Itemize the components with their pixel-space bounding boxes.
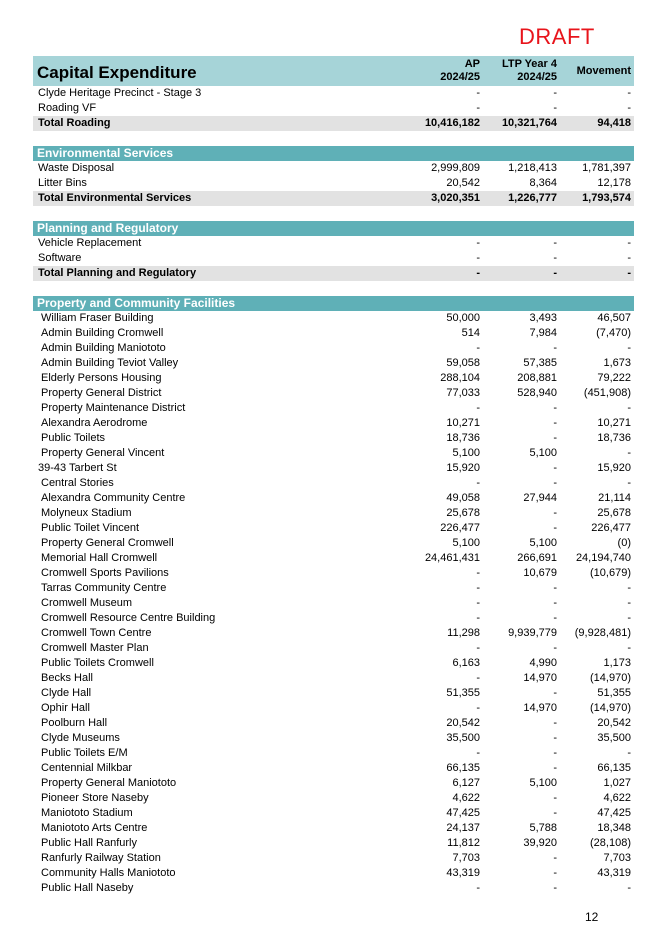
row-label: Memorial Hall Cromwell — [41, 552, 158, 564]
row-label: Admin Building Cromwell — [41, 327, 164, 339]
row-movement-value: - — [627, 342, 631, 354]
row-label: Cromwell Museum — [41, 597, 133, 609]
row-ap-value: 50,000 — [446, 312, 480, 324]
row-label: Ranfurly Railway Station — [41, 852, 161, 864]
row-ltp-value: - — [553, 522, 557, 534]
row-ap-value: - — [476, 612, 480, 624]
row-movement-value: (28,108) — [590, 837, 631, 849]
row-ap-value: 49,058 — [446, 492, 480, 504]
total-row — [33, 266, 634, 281]
row-label: Tarras Community Centre — [41, 582, 167, 594]
row-label: Becks Hall — [41, 672, 93, 684]
row-ap-value: 77,033 — [446, 387, 480, 399]
row-movement-value: - — [627, 267, 631, 279]
row-ltp-value: 7,984 — [529, 327, 557, 339]
row-label: William Fraser Building — [41, 312, 154, 324]
row-label: Vehicle Replacement — [38, 237, 142, 249]
row-ap-value: - — [476, 252, 480, 264]
row-label: Property General Vincent — [41, 447, 165, 459]
row-ap-value: 47,425 — [446, 807, 480, 819]
row-ltp-value: - — [553, 597, 557, 609]
row-ap-value: - — [476, 267, 480, 279]
row-ap-value: 3,020,351 — [431, 192, 480, 204]
table-row — [33, 521, 634, 536]
table-row — [33, 386, 634, 401]
row-movement-value: 1,673 — [603, 357, 631, 369]
row-label: Total Planning and Regulatory — [38, 267, 197, 279]
section-heading: Environmental Services — [37, 146, 174, 160]
row-label: Total Environmental Services — [38, 192, 192, 204]
row-movement-value: (7,470) — [596, 327, 631, 339]
table-row — [33, 236, 634, 251]
row-ap-value: 25,678 — [446, 507, 480, 519]
table-row — [33, 371, 634, 386]
row-label: Alexandra Community Centre — [41, 492, 186, 504]
row-movement-value: - — [627, 597, 631, 609]
table-row — [33, 866, 634, 881]
row-ltp-value: - — [553, 882, 557, 894]
row-ap-value: - — [476, 882, 480, 894]
row-ap-value: - — [476, 582, 480, 594]
row-ap-value: 15,920 — [446, 462, 480, 474]
table-row — [33, 596, 634, 611]
row-movement-value: 20,542 — [597, 717, 631, 729]
table-row — [33, 701, 634, 716]
row-movement-value: 18,736 — [597, 432, 631, 444]
row-ltp-value: - — [553, 507, 557, 519]
row-movement-value: 15,920 — [597, 462, 631, 474]
row-ltp-value: - — [553, 87, 557, 99]
row-label: 39-43 Tarbert St — [38, 462, 117, 474]
table-row — [33, 491, 634, 506]
table-row — [33, 611, 634, 626]
row-ltp-value: - — [553, 807, 557, 819]
row-ap-value: - — [476, 672, 480, 684]
table-row — [33, 476, 634, 491]
row-movement-value: 25,678 — [597, 507, 631, 519]
row-ap-value: - — [476, 702, 480, 714]
row-movement-value: (14,970) — [590, 672, 631, 684]
row-ltp-value: 5,100 — [529, 447, 557, 459]
row-ltp-value: 5,100 — [529, 537, 557, 549]
row-label: Clyde Museums — [41, 732, 120, 744]
row-movement-value: - — [627, 447, 631, 459]
row-movement-value: 79,222 — [597, 372, 631, 384]
section-planning-regulatory — [33, 221, 634, 236]
row-movement-value: 1,027 — [603, 777, 631, 789]
row-ap-value: 35,500 — [446, 732, 480, 744]
row-movement-value: 4,622 — [603, 792, 631, 804]
row-ap-value: - — [476, 402, 480, 414]
row-label: Software — [38, 252, 82, 264]
row-ap-value: 6,163 — [452, 657, 480, 669]
row-label: Maniototo Arts Centre — [41, 822, 148, 834]
row-ltp-value: 14,970 — [523, 702, 557, 714]
table-row — [33, 821, 634, 836]
row-movement-value: 1,173 — [603, 657, 631, 669]
row-ltp-value: - — [553, 852, 557, 864]
row-ltp-value: 9,939,779 — [508, 627, 557, 639]
row-label: Pioneer Store Naseby — [41, 792, 149, 804]
section-environmental-services — [33, 146, 634, 161]
row-label: Property General Maniototo — [41, 777, 177, 789]
row-ltp-value: 10,679 — [523, 567, 557, 579]
row-ap-value: 6,127 — [452, 777, 480, 789]
table-row — [33, 356, 634, 371]
row-label: Public Toilets — [41, 432, 105, 444]
table-row — [33, 626, 634, 641]
row-ltp-value: - — [553, 732, 557, 744]
row-ap-value: 59,058 — [446, 357, 480, 369]
table-row — [33, 836, 634, 851]
row-ltp-value: - — [553, 747, 557, 759]
table-row — [33, 536, 634, 551]
row-movement-value: 47,425 — [597, 807, 631, 819]
row-ltp-value: 4,990 — [529, 657, 557, 669]
row-movement-value: (9,928,481) — [574, 627, 631, 639]
row-ap-value: - — [476, 87, 480, 99]
row-ltp-value: 3,493 — [529, 312, 557, 324]
row-ap-value: - — [476, 237, 480, 249]
row-ap-value: 5,100 — [452, 447, 480, 459]
row-ap-value: 20,542 — [446, 177, 480, 189]
row-movement-value: - — [627, 402, 631, 414]
table-header — [33, 56, 634, 86]
row-movement-value: - — [627, 477, 631, 489]
row-ltp-value: 39,920 — [523, 837, 557, 849]
table-row — [33, 686, 634, 701]
table-row — [33, 671, 634, 686]
row-ap-value: 514 — [461, 327, 480, 339]
row-ltp-value: - — [553, 477, 557, 489]
row-label: Cromwell Sports Pavilions — [41, 567, 169, 579]
row-label: Litter Bins — [38, 177, 87, 189]
row-label: Clyde Heritage Precinct - Stage 3 — [38, 87, 202, 99]
row-ap-value: 24,461,431 — [424, 552, 480, 564]
row-label: Maniototo Stadium — [41, 807, 133, 819]
table-row — [33, 176, 634, 191]
row-ltp-value: - — [553, 462, 557, 474]
section-heading: Property and Community Facilities — [37, 296, 236, 310]
row-label: Roading VF — [38, 102, 97, 114]
row-label: Property General Cromwell — [41, 537, 174, 549]
draft-watermark: DRAFT — [519, 24, 595, 49]
row-label: Community Halls Maniototo — [41, 867, 176, 879]
row-label: Molyneux Stadium — [41, 507, 132, 519]
row-ltp-value: - — [553, 642, 557, 654]
row-ltp-value: - — [553, 237, 557, 249]
table-row — [33, 806, 634, 821]
section-property-community — [33, 296, 634, 311]
row-movement-value: - — [627, 252, 631, 264]
table-row — [33, 851, 634, 866]
row-label: Property Maintenance District — [41, 402, 186, 414]
row-ap-value: 24,137 — [446, 822, 480, 834]
row-ap-value: 18,736 — [446, 432, 480, 444]
row-ltp-value: 208,881 — [517, 372, 557, 384]
row-ltp-value: - — [553, 432, 557, 444]
row-movement-value: - — [627, 642, 631, 654]
row-label: Ophir Hall — [41, 702, 90, 714]
table-row — [33, 251, 634, 266]
row-label: Elderly Persons Housing — [41, 372, 162, 384]
table-row — [33, 431, 634, 446]
row-movement-value: (14,970) — [590, 702, 631, 714]
row-ltp-value: - — [553, 102, 557, 114]
row-ap-value: - — [476, 477, 480, 489]
row-label: Admin Building Maniototo — [41, 342, 166, 354]
row-movement-value: - — [627, 882, 631, 894]
row-ltp-value: - — [553, 612, 557, 624]
row-ap-value: 5,100 — [452, 537, 480, 549]
table-row — [33, 641, 634, 656]
row-ltp-value: 10,321,764 — [501, 117, 557, 129]
row-ap-value: 51,355 — [446, 687, 480, 699]
table-row — [33, 566, 634, 581]
row-movement-value: - — [627, 87, 631, 99]
row-ap-value: 4,622 — [452, 792, 480, 804]
row-label: Cromwell Resource Centre Building — [41, 612, 216, 624]
table-row — [33, 506, 634, 521]
row-ltp-value: - — [553, 402, 557, 414]
row-ltp-value: 8,364 — [529, 177, 557, 189]
row-label: Public Toilets E/M — [41, 747, 128, 759]
table-row — [33, 461, 634, 476]
row-label: Cromwell Town Centre — [41, 627, 152, 639]
row-movement-value: 24,194,740 — [575, 552, 631, 564]
row-movement-value: 1,793,574 — [582, 192, 631, 204]
table-row — [33, 776, 634, 791]
table-row — [33, 311, 634, 326]
table-row — [33, 881, 634, 896]
row-ltp-value: - — [553, 762, 557, 774]
row-ap-value: 288,104 — [440, 372, 480, 384]
row-ltp-value: - — [553, 252, 557, 264]
table-row — [33, 86, 634, 101]
row-movement-value: 46,507 — [597, 312, 631, 324]
row-label: Alexandra Aerodrome — [41, 417, 148, 429]
row-ap-value: - — [476, 102, 480, 114]
row-movement-value: - — [627, 237, 631, 249]
total-row — [33, 191, 634, 206]
table-row — [33, 551, 634, 566]
page-number: 12 — [585, 910, 599, 924]
row-label: Clyde Hall — [41, 687, 92, 699]
row-ltp-value: 528,940 — [517, 387, 557, 399]
row-ap-value: 11,812 — [447, 837, 480, 849]
row-ap-value: - — [476, 642, 480, 654]
row-ltp-value: - — [553, 582, 557, 594]
row-movement-value: 43,319 — [597, 867, 631, 879]
row-movement-value: (451,908) — [583, 387, 631, 399]
section-heading: Planning and Regulatory — [37, 221, 179, 235]
row-ltp-value: - — [553, 267, 557, 279]
row-movement-value: 35,500 — [597, 732, 631, 744]
table-row — [33, 446, 634, 461]
row-ap-value: 66,135 — [446, 762, 480, 774]
row-ltp-value: 5,788 — [529, 822, 557, 834]
row-ap-value: 20,542 — [446, 717, 480, 729]
table-row — [33, 416, 634, 431]
table-row — [33, 716, 634, 731]
row-ltp-value: - — [553, 792, 557, 804]
row-movement-value: 12,178 — [597, 177, 631, 189]
row-ap-value: - — [476, 597, 480, 609]
row-label: Poolburn Hall — [41, 717, 108, 729]
row-ltp-value: 1,226,777 — [508, 192, 557, 204]
row-ltp-value: - — [553, 417, 557, 429]
row-movement-value: - — [627, 582, 631, 594]
row-movement-value: (10,679) — [590, 567, 631, 579]
row-ltp-value: 27,944 — [523, 492, 557, 504]
row-ltp-value: - — [553, 867, 557, 879]
table-row — [33, 581, 634, 596]
row-movement-value: 10,271 — [597, 417, 631, 429]
row-ltp-value: - — [553, 342, 557, 354]
row-label: Property General District — [41, 387, 162, 399]
row-label: Public Toilets Cromwell — [41, 657, 154, 669]
row-ap-value: 43,319 — [446, 867, 480, 879]
row-movement-value: - — [627, 102, 631, 114]
table-row — [33, 341, 634, 356]
row-ap-value: 2,999,809 — [431, 162, 480, 174]
section-spacer — [33, 206, 634, 221]
table-body — [33, 86, 634, 896]
table-title: Capital Expenditure — [37, 63, 197, 82]
row-movement-value: 21,114 — [598, 492, 631, 504]
row-movement-value: (0) — [617, 537, 631, 549]
row-movement-value: 1,781,397 — [582, 162, 631, 174]
row-label: Public Hall Ranfurly — [41, 837, 137, 849]
row-ltp-value: 14,970 — [523, 672, 557, 684]
row-ap-value: - — [476, 567, 480, 579]
table-row — [33, 731, 634, 746]
row-ltp-value: 5,100 — [529, 777, 557, 789]
row-label: Public Toilet Vincent — [41, 522, 140, 534]
col-header-ltp: LTP Year 4 2024/25 — [501, 58, 557, 83]
section-spacer — [33, 281, 634, 296]
row-movement-value: 51,355 — [597, 687, 631, 699]
row-ltp-value: - — [553, 717, 557, 729]
row-movement-value: - — [627, 747, 631, 759]
row-ltp-value: 57,385 — [523, 357, 557, 369]
col-header-ap: AP 2024/25 — [440, 58, 480, 83]
col-header-movement: Movement — [576, 65, 631, 77]
row-label: Waste Disposal — [38, 162, 115, 174]
total-row — [33, 116, 634, 131]
row-ap-value: 10,271 — [446, 417, 480, 429]
table-row — [33, 161, 634, 176]
row-ltp-value: - — [553, 687, 557, 699]
row-movement-value: 94,418 — [597, 117, 631, 129]
row-ap-value: 7,703 — [452, 852, 480, 864]
row-ap-value: 226,477 — [440, 522, 480, 534]
row-movement-value: 66,135 — [597, 762, 631, 774]
table-row — [33, 326, 634, 341]
table-row — [33, 101, 634, 116]
table-row — [33, 656, 634, 671]
row-label: Total Roading — [38, 117, 111, 129]
row-ap-value: 10,416,182 — [424, 117, 480, 129]
row-ap-value: - — [476, 747, 480, 759]
row-movement-value: - — [627, 612, 631, 624]
row-label: Centennial Milkbar — [41, 762, 133, 774]
row-label: Central Stories — [41, 477, 114, 489]
row-label: Public Hall Naseby — [41, 882, 134, 894]
row-movement-value: 226,477 — [591, 522, 631, 534]
row-ltp-value: 266,691 — [517, 552, 557, 564]
row-movement-value: 18,348 — [597, 822, 631, 834]
row-label: Admin Building Teviot Valley — [41, 357, 179, 369]
table-row — [33, 746, 634, 761]
section-spacer — [33, 131, 634, 146]
capital-expenditure-table — [33, 56, 634, 896]
row-ap-value: 11,298 — [447, 627, 480, 639]
row-movement-value: 7,703 — [603, 852, 631, 864]
table-row — [33, 761, 634, 776]
row-ltp-value: 1,218,413 — [508, 162, 557, 174]
table-row — [33, 401, 634, 416]
table-row — [33, 791, 634, 806]
row-label: Cromwell Master Plan — [41, 642, 149, 654]
row-ap-value: - — [476, 342, 480, 354]
